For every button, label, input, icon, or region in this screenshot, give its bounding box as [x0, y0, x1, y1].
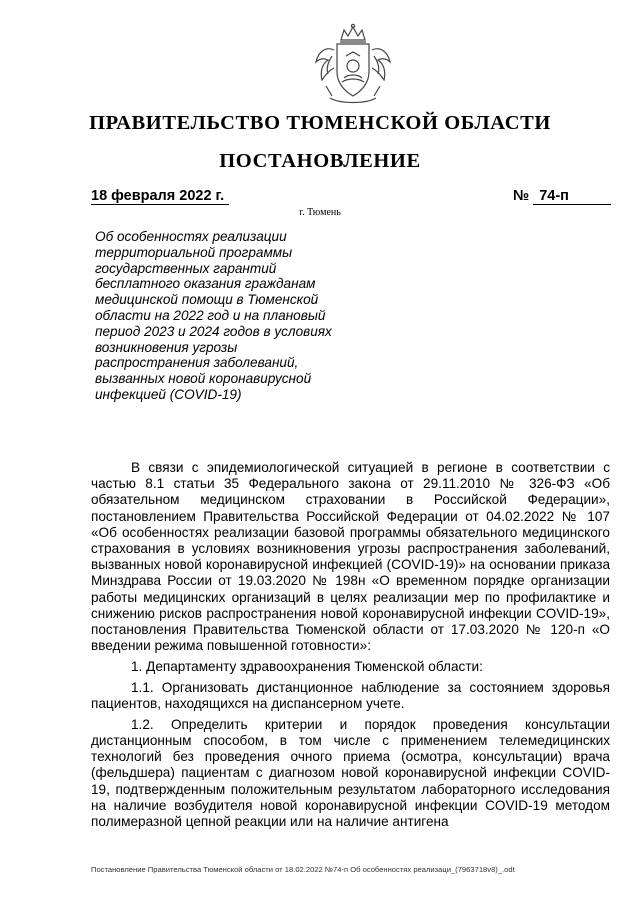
body-paragraph-preamble: В связи с эпидемиологической ситуацией в регионе в соответствии с частью 8.1 статьи 35 Федерального закона от 29.11.2010 № 326-ФЗ «Об обязательном медицинском страховании в Российской Федерации», постановлением Правительства Российской Федерации от 04.02.2022 № 107 «Об особенностях реализации базовой программы обязательного медицинского страхования в условиях возникновения угрозы распространения заболеваний, вызванных новой коронавирусной инфекцией (COVID-19)» на основании приказа Минздрава России от 19.03.2020 № 198н «О временном порядке организации работы медицинских организаций в целях реализации мер по профилактике и снижению рисков распространения новой коронавирусной инфекции COVID-19», постановления Правительства Тюменской области от 17.03.2020 № 120-п «О введении режима повышенной готовности»:: [91, 460, 610, 654]
body-paragraph-1: 1. Департаменту здравоохранения Тюменской области:: [131, 659, 483, 675]
number-value: 74-п: [533, 188, 611, 205]
document-date: 18 февраля 2022 г.: [91, 188, 229, 205]
government-title: ПРАВИТЕЛЬСТВО ТЮМЕНСКОЙ ОБЛАСТИ: [89, 112, 551, 134]
document-subject: Об особенностях реализации территориальной программы государственных гарантий бесплатного оказания гражданам медицинской помощи в Тюменской области на 2022 год и на плановый период 2023 и 2024 годов в условиях возникновения угрозы распространения заболеваний, вызванных новой коронавирусной инфекцией (COVID-19): [95, 229, 332, 402]
city-label: г. Тюмень: [299, 207, 341, 218]
body-paragraph-1-2: 1.2. Определить критерии и порядок проведения консультации дистанционным способом, в том числе с применением телемедицинских технологий без проведения очного приема (осмотра, консультации) врача (фельдшера) пациентам с диагнозом новой коронавирусной инфекции COVID-19, подтвержденным положительным результатом лабораторного исследования на наличие возбудителя новой коронавирусной инфекции COVID-19 методом полимеразной цепной реакции или на наличие антигена: [91, 716, 610, 830]
body-paragraph-1-1: 1.1. Организовать дистанционное наблюдение за состоянием здоровья пациентов, находящихся на диспансерном учете.: [91, 679, 610, 712]
number-label: №: [513, 188, 530, 204]
page-footer: Постановление Правительства Тюменской области от 18.02.2022 №74-п Об особенностях реализаци_(7963718v8)_.odt: [91, 865, 515, 874]
document-number: [513, 188, 611, 205]
document-body: [91, 460, 610, 835]
document-type-title: ПОСТАНОВЛЕНИЕ: [219, 150, 421, 172]
coat-of-arms-icon: [304, 22, 402, 106]
